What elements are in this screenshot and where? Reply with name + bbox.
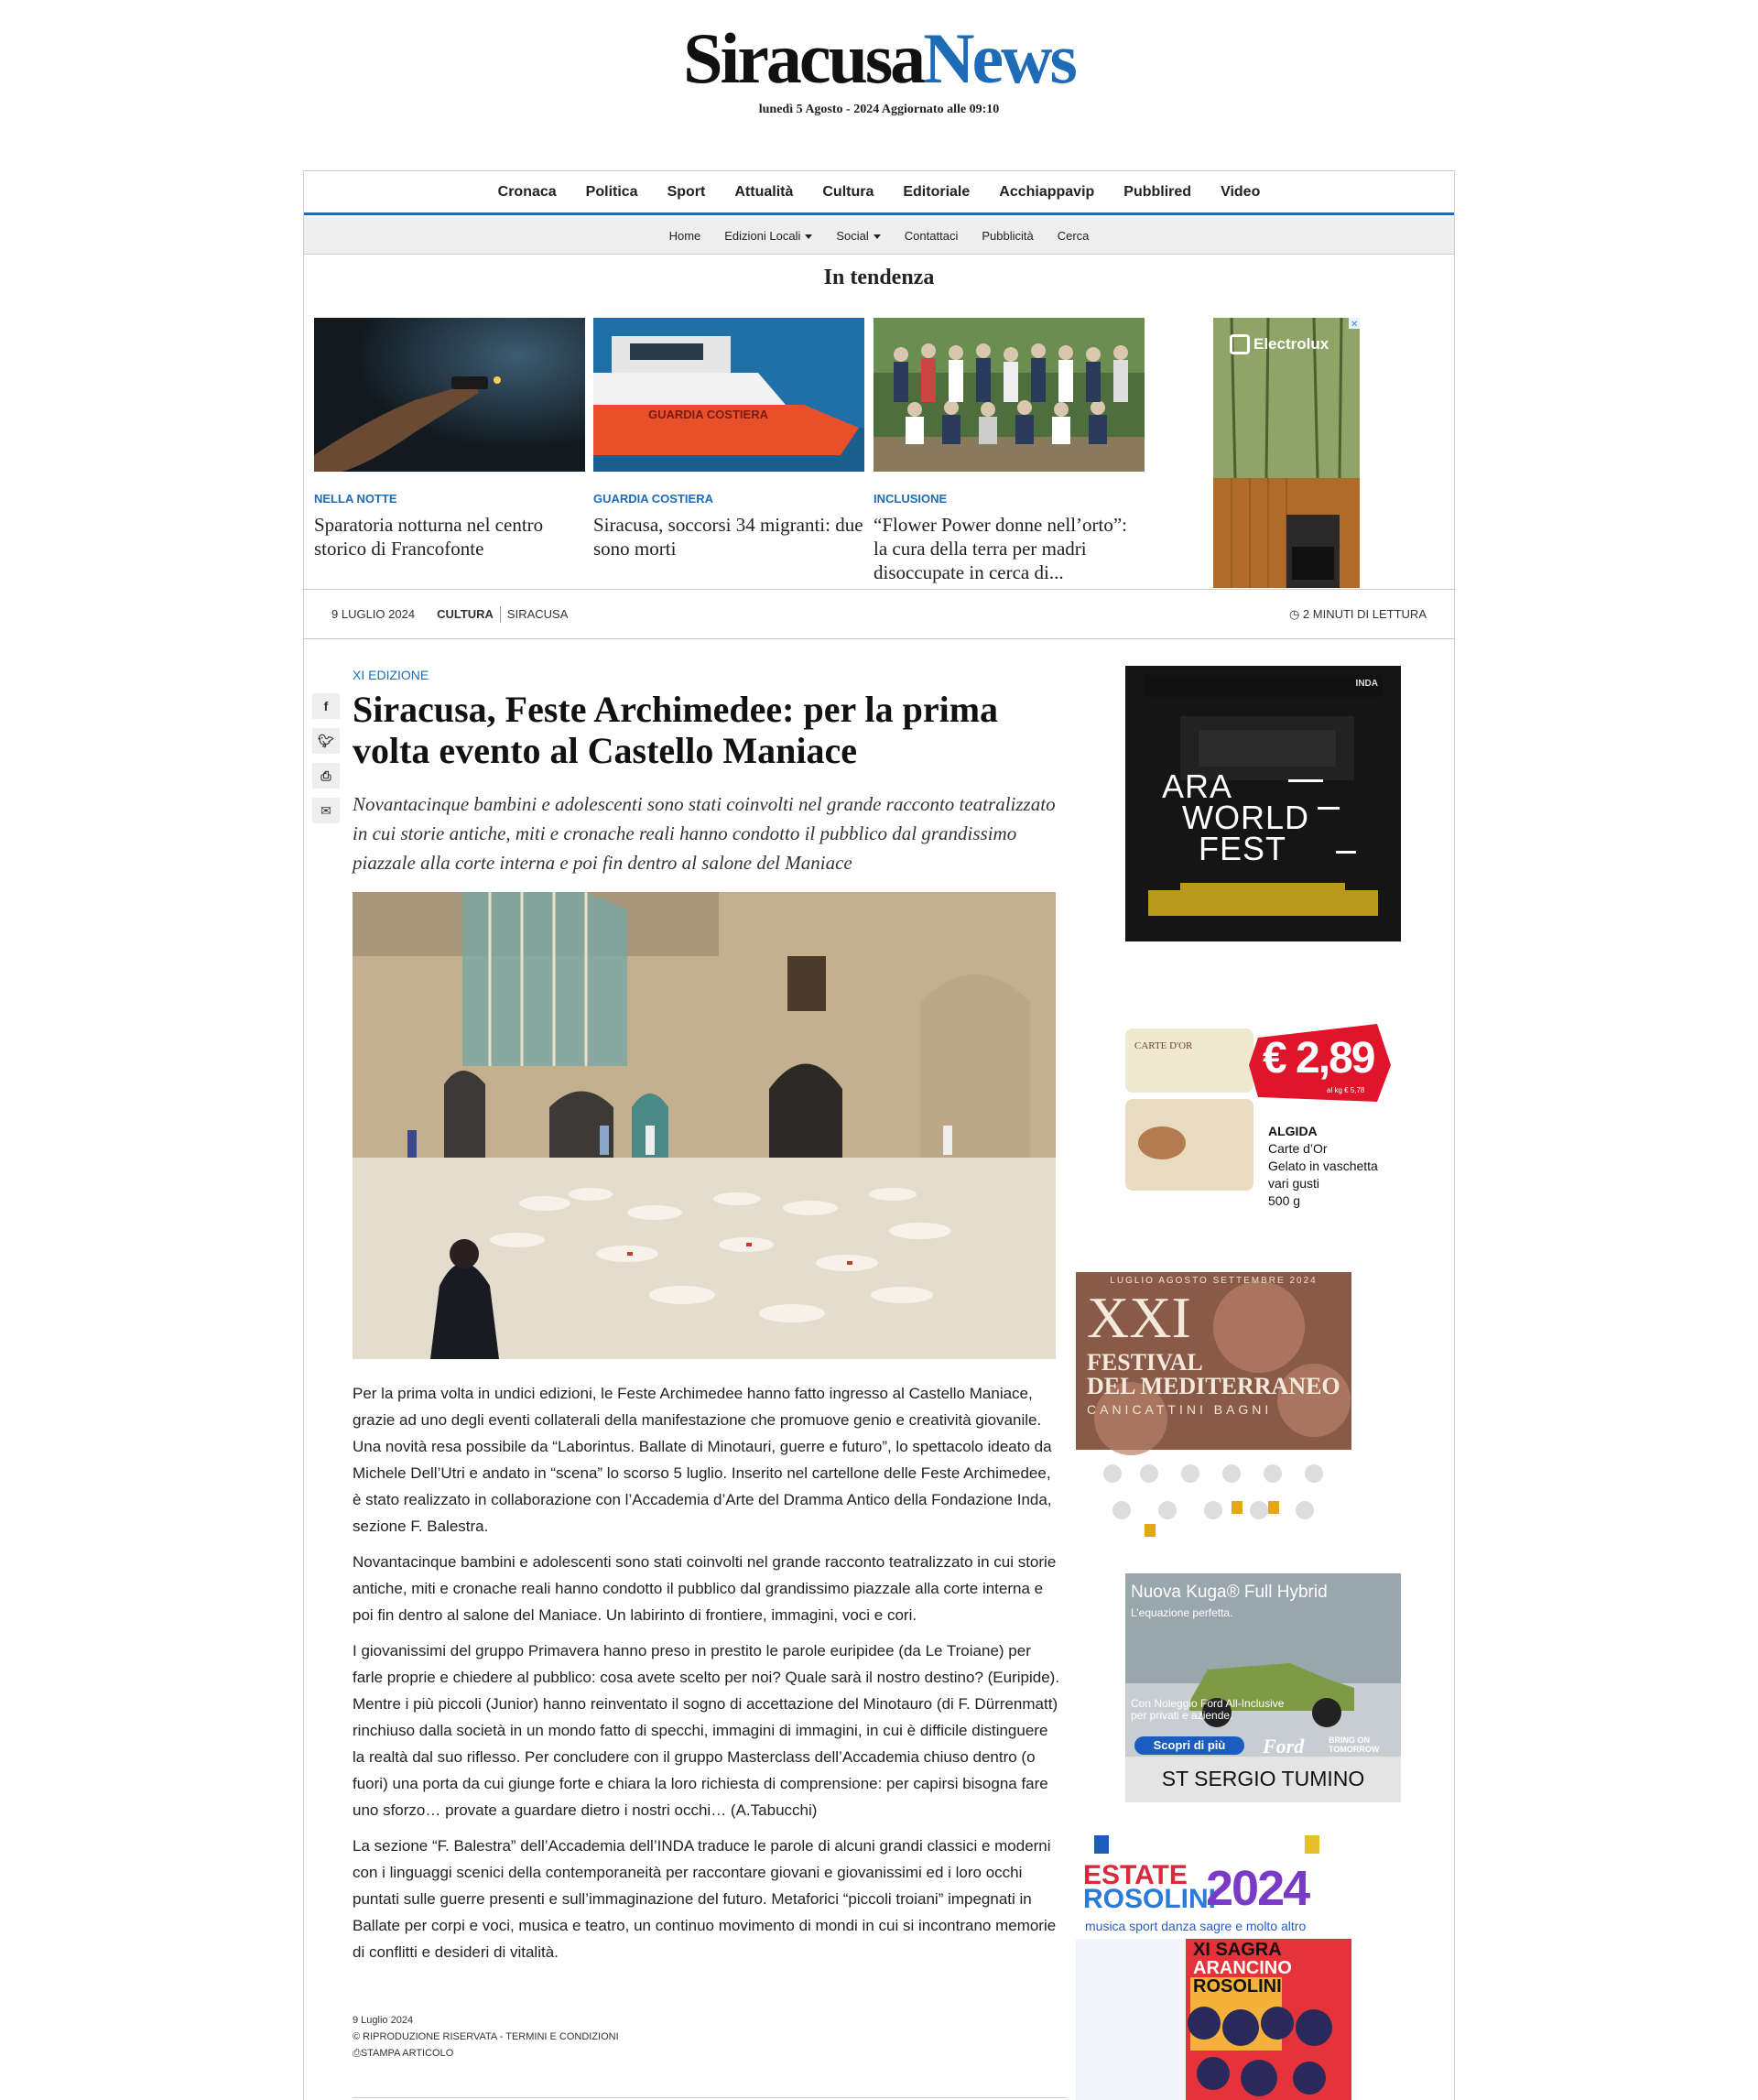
trending-image-shooting[interactable] [314, 318, 585, 472]
electrolux-logo-icon [1230, 334, 1250, 354]
date-line: lunedì 5 Agosto - 2024 Aggiornato alle 09:10 [758, 103, 1000, 116]
article-hero-image [353, 892, 1056, 1359]
ad-ford-kuga[interactable]: Nuova Kuga® Full Hybrid L’equazione perfetta. Con Noleggio Ford All-Inclusive per privati e aziende. Scopri di più Ford BRING ON TOMORROW ST SERGIO TUMINO [1125, 1573, 1401, 1802]
nav-editoriale[interactable]: Editoriale [903, 183, 971, 200]
nav-cultura[interactable]: Cultura [822, 183, 874, 200]
svg-text:GUARDIA COSTIERA: GUARDIA COSTIERA [648, 408, 768, 421]
nav-attualita[interactable]: Attualità [734, 183, 794, 200]
trending-headline[interactable]: Sparatoria notturna nel centro storico di Francofonte [314, 514, 544, 560]
location-link[interactable]: SIRACUSA [506, 607, 569, 621]
article-paragraph: Per la prima volta in undici edizioni, le Feste Archimedee hanno fatto ingresso al Castello Maniace, grazie ad uno degli eventi collaterali della manifestazione che promuove genio e creatività giovanile. Una novità resa possibile da “Laborintus. Ballate di Minotauri, guerre e futuro”, lo spettacolo ideato da Michele Dell’Utri e andato in “scena” lo scorso 5 luglio. Inserito nel cartellone delle Feste Archimedee, è stato realizzato in collaborazione con l’Accademia d’Arte del Dramma Antico della Fondazione Inda, sezione F. Balestra. [353, 1385, 1052, 1535]
printer-icon: ⎙ [320, 767, 331, 783]
article-body [353, 1380, 1062, 1975]
article-paragraph: Novantacinque bambini e adolescenti sono stati coinvolti nel grande racconto teatralizzato in cui storie antiche, miti e cronache reali hanno condotto il pubblico dal grandissimo piazzale alla corte interna e poi fin dentro al salone del Maniace. Un labirinto di frontiere, immagini, voci e cori. [353, 1553, 1057, 1624]
email-share-button[interactable] [312, 798, 340, 823]
ad-ara-world-fest[interactable]: ARA WORLD FEST INDA [1125, 666, 1401, 941]
facebook-share-button[interactable] [312, 693, 340, 719]
trending-card[interactable] [314, 318, 585, 560]
print-article-link[interactable]: ⎙STAMPA ARTICOLO [353, 2048, 454, 2059]
nav-cronaca[interactable]: Cronaca [497, 183, 557, 200]
trending-card[interactable] [874, 318, 1145, 584]
trending-headline[interactable]: “Flower Power donne nell’orto”: la cura della terra per madri disoccupate in cerca di... [874, 514, 1128, 583]
trending-category[interactable]: INCLUSIONE [874, 492, 948, 506]
ad-algida[interactable]: CARTE D'OR € 2,89 al kg € 5,78 ALGIDA Carte d’Or Gelato in vaschetta vari gusti 500 g [1125, 1024, 1391, 1221]
article-paragraph: La sezione “F. Balestra” dell’Accademia dell’INDA traduce le parole di alcuni grandi classici e moderni con i linguaggi scenici della contemporaneità per raccontare giovani e giovanissimi ed i loro occhi puntati sulle guerre presenti e sull’immaginazione del futuro. Metaforici “piccoli troiani” impegnati in Ballate per corpi e voci, musica e teatro, un continuo movimento di mondi in cui si incontrano memorie di conflitti e desideri di vitalità. [353, 1837, 1057, 1961]
nav-sport[interactable]: Sport [667, 183, 706, 200]
site-logo[interactable] [0, 20, 1758, 117]
subnav-contattaci[interactable]: Contattaci [904, 228, 959, 243]
article-summary: Novantacinque bambini e adolescenti sono stati coinvolti nel grande racconto teatralizzato in cui storie antiche, miti e cronache reali hanno condotto il pubblico dal grandissimo piazzale alla corte interna e poi fin dentro al salone del Maniace [353, 793, 1056, 874]
nav-politica[interactable]: Politica [585, 183, 638, 200]
ad-estate-rosolini[interactable]: ESTATE ROSOLINI 2024 musica sport danza sagre e molto altro XI SAGRA ARANCINO ROSOLINI [1076, 1831, 1351, 2100]
category-link[interactable]: CULTURA [437, 607, 494, 621]
trending-card[interactable] [593, 318, 864, 560]
subnav-cerca[interactable]: Cerca [1057, 228, 1090, 243]
article-date: 9 LUGLIO 2024 [331, 607, 416, 621]
article-meta-bar [304, 589, 1454, 639]
article-headline: Siracusa, Feste Archimedee: per la prima volta evento al Castello Maniace [353, 689, 999, 771]
read-time: ◷ 2 MINUTI DI LETTURA [1288, 606, 1427, 621]
trending-image-coast-guard[interactable] [593, 318, 864, 472]
envelope-icon: ✉ [320, 802, 331, 818]
divider [353, 2097, 1067, 2098]
subnav-pubblicita[interactable]: Pubblicità [982, 228, 1034, 243]
ad-electrolux[interactable]: ✕ Electrolux [1213, 318, 1360, 588]
ad-festival-mediterraneo[interactable]: LUGLIO AGOSTO SETTEMBRE 2024 XXI FESTIVAL DEL MEDITERRANEO CANICATTINI BAGNI [1076, 1272, 1351, 1548]
subnav-edizioni-locali[interactable]: Edizioni Locali [712, 229, 824, 243]
print-button[interactable] [312, 763, 340, 789]
nav-video[interactable]: Video [1221, 183, 1261, 200]
sub-nav [304, 217, 1454, 255]
article-paragraph: I giovanissimi del gruppo Primavera hanno preso in prestito le parole euripidee (da Le Troiane) per farle proprie e chiedere al pubblico: cosa avete scelto per noi? Quale sarà il nostro destino? (Euripide). Mentre i più piccoli (Junior) hanno reinventato il sogno di accettazione del Minotauro (di F. Dürrenmatt) rinchiuso dalla società in un mondo fatto di specchi, immagini di immagini, in cui è difficile distinguere la realtà dal suo riflesso. Per concludere con il gruppo Masterclass dell’Accademia chiuso dentro (o fuori) una porta da cui giunge forte e chiara la loro richiesta di comprensione: per capirsi bisogna fare uno sforzo… provate a guardare dietro i nostri occhi… (A.Tabucchi) [353, 1642, 1060, 1819]
trending-category[interactable]: NELLA NOTTE [314, 492, 397, 506]
trending-category[interactable]: GUARDIA COSTIERA [593, 492, 713, 506]
rights-link[interactable]: © RIPRODUZIONE RISERVATA - TERMINI E CONDIZIONI [353, 2031, 619, 2042]
printer-icon: ⎙ [353, 2048, 361, 2059]
twitter-icon: 🐦︎ [318, 733, 334, 748]
facebook-icon: f [323, 699, 329, 713]
chevron-down-icon [805, 234, 812, 239]
ford-cta-button[interactable]: Scopri di più [1153, 1738, 1226, 1752]
main-nav [304, 171, 1454, 215]
article-kicker: XI EDIZIONE [353, 668, 429, 682]
nav-pubblired[interactable]: Pubblired [1123, 183, 1192, 200]
trending-headline[interactable]: Siracusa, soccorsi 34 migranti: due sono morti [593, 514, 863, 560]
subnav-social[interactable]: Social [824, 229, 892, 243]
svg-text:✕: ✕ [1351, 320, 1359, 330]
trending-title: In tendenza [823, 266, 935, 289]
twitter-share-button[interactable] [312, 728, 340, 754]
footer-date: 9 Luglio 2024 [353, 2015, 414, 2026]
chevron-down-icon [874, 234, 881, 239]
trending-image-group[interactable] [874, 318, 1145, 472]
brand-wordmark[interactable]: SiracusaNews [683, 18, 1075, 98]
clock-icon: ◷ [1288, 606, 1300, 621]
article-footer [353, 2012, 619, 2062]
subnav-home[interactable]: Home [668, 228, 701, 243]
nav-acchiappavip[interactable]: Acchiappavip [999, 183, 1095, 200]
